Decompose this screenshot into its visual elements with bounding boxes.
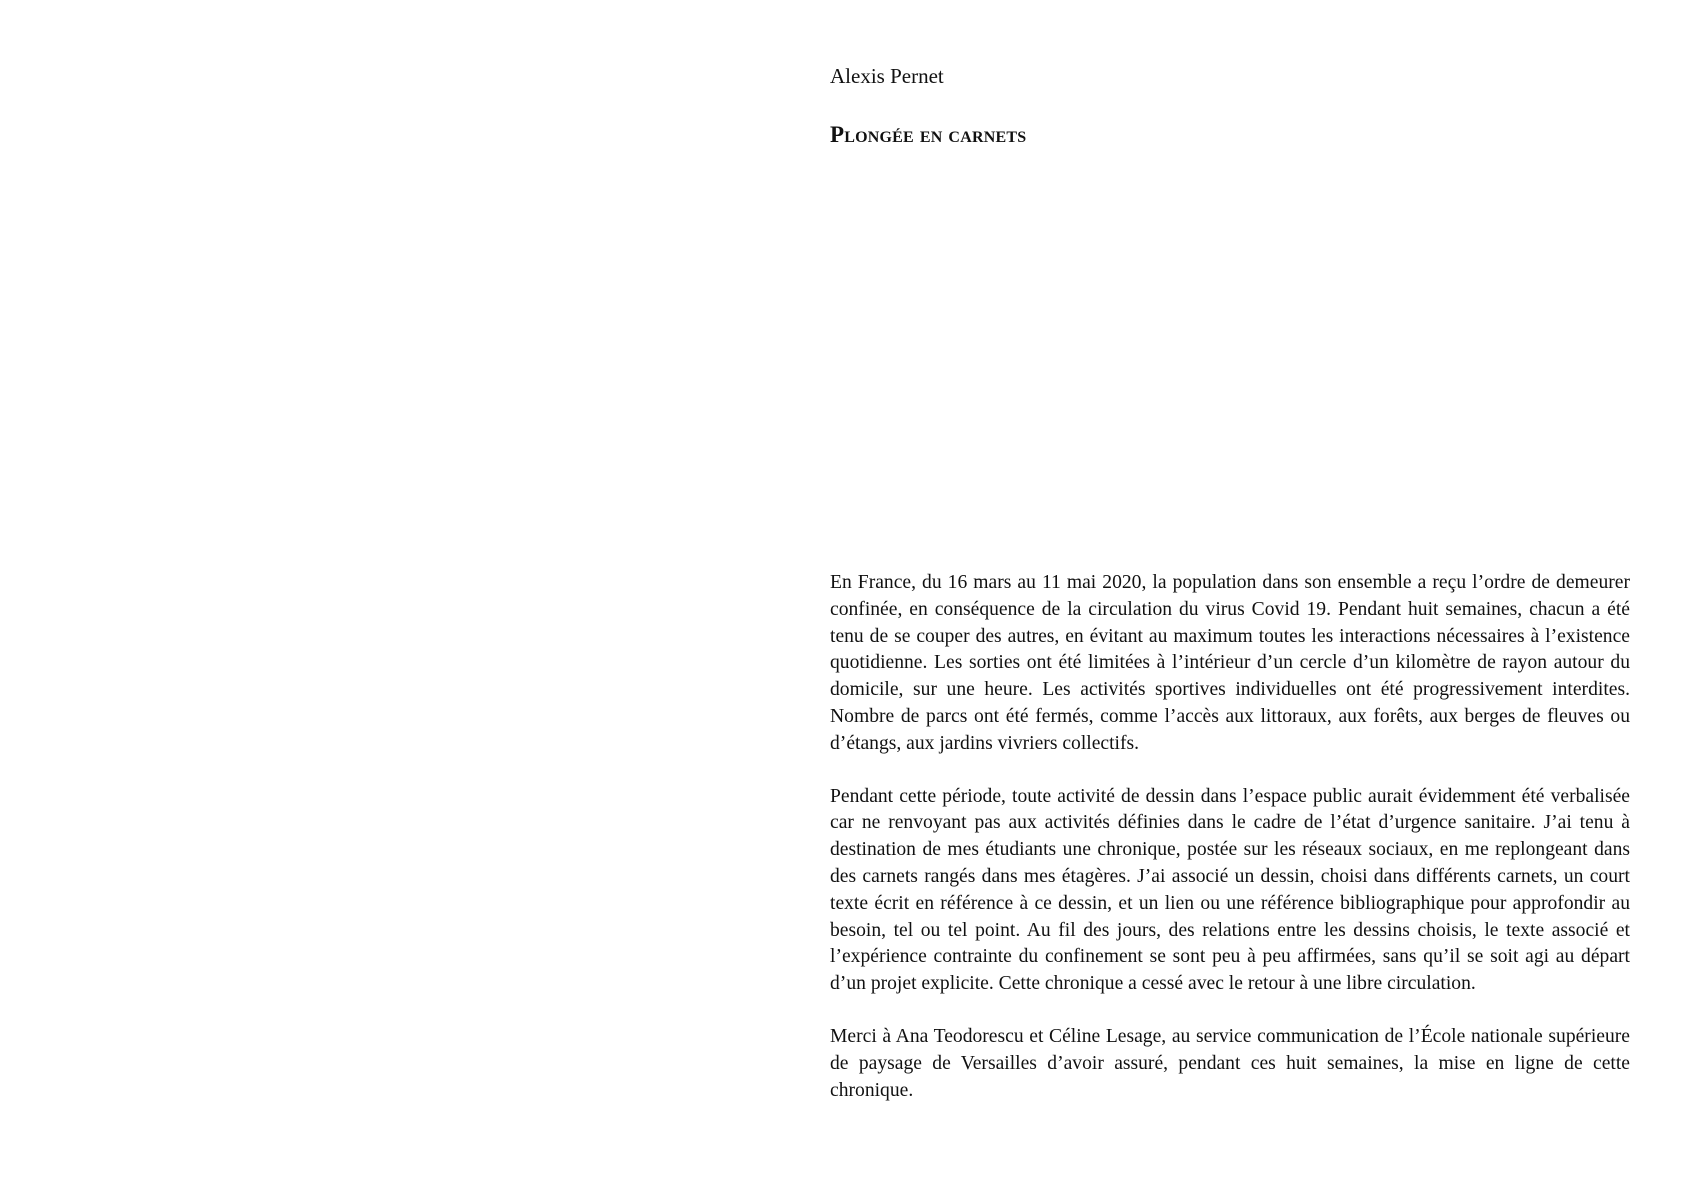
paragraph-2: Pendant cette période, toute activité de dessin dans l’espace public aurait évidemment été verbalisée car ne renvoyant pas aux activités définies dans le cadre de l’état d’urgence sanitaire. J’ai tenu à destination de mes étudiants une chronique, postée sur les réseaux sociaux, en me replongeant dans des carnets rangés dans mes étagères. J’ai associé un dessin, choisi dans différents carnets, un court texte écrit en référence à ce dessin, et un lien ou une référence bibliographique pour approfondir au besoin, tel ou tel point. Au fil des jours, des relations entre les dessins choisis, le texte associé et l’expérience contrainte du confinement se sont peu à peu affirmées, sans qu’il se soit agi au départ d’un projet explicite. Cette chronique a cessé avec le retour à une libre circulation. (830, 785, 1630, 995)
author-name: Alexis Pernet (830, 64, 944, 88)
paragraph-1: En France, du 16 mars au 11 mai 2020, la population dans son ensemble a reçu l’ordre de demeurer confinée, en conséquence de la circulation du virus Covid 19. Pendant huit semaines, chacun a été tenu de se couper des autres, en évitant au maximum toutes les interactions nécessaires à l’existence quotidienne. Les sorties ont été limitées à l’intérieur d’un cercle d’un kilomètre de rayon autour du domicile, sur une heure. Les activités sportives individuelles ont été progressivement interdites. Nombre de parcs ont été fermés, comme l’accès aux littoraux, aux forêts, aux berges de fleuves ou d’étangs, aux jardins vivriers collectifs. (830, 572, 1630, 754)
paragraph-3: Merci à Ana Teodorescu et Céline Lesage, au service communication de l’École nationale supérieure de paysage de Versailles d’avoir assuré, pendant ces huit semaines, la mise en ligne de cette chronique. (830, 1025, 1630, 1101)
left-page-blank (0, 0, 848, 1200)
body-text (830, 570, 1630, 1130)
right-page (830, 0, 1630, 1200)
document-title: Plongée en carnets (830, 122, 1027, 147)
